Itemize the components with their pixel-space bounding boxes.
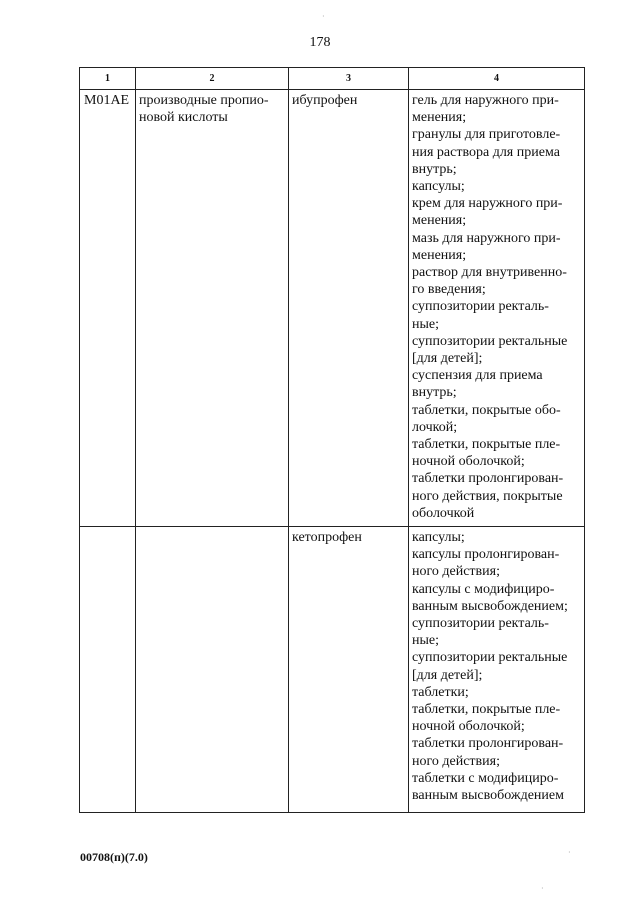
dosage-form-line: ного действия; xyxy=(412,564,500,580)
dosage-form-line: суппозитории ректальные xyxy=(412,650,568,666)
dosage-form-line: мазь для наружного при- xyxy=(412,230,561,246)
dosage-form-line: ные; xyxy=(412,633,440,649)
dosage-form-line: го введения; xyxy=(412,282,486,298)
dosage-form-line: ного действия; xyxy=(412,753,500,769)
column-header-3: 3 xyxy=(289,68,409,90)
dosage-form-line: ночной оболочкой; xyxy=(412,454,525,470)
dosage-form-line: гель для наружного при- xyxy=(412,93,559,108)
dosage-form-line: суппозитории ректальные xyxy=(412,333,568,349)
dosage-form-line: ванным высвобождением xyxy=(412,788,564,804)
column-header-1: 1 xyxy=(80,68,136,90)
dosage-form-line: гранулы для приготовле- xyxy=(412,127,561,143)
atc-code-cell xyxy=(80,527,136,813)
document-code: 00708(п)(7.0) xyxy=(80,850,148,864)
table-row xyxy=(80,90,585,527)
page-number: 178 xyxy=(309,35,331,50)
dosage-form-line: лочкой; xyxy=(412,419,458,435)
dosage-form-line: капсулы; xyxy=(412,530,465,545)
scan-speck: · xyxy=(568,848,571,857)
drug-name-cell: ибупрофен xyxy=(289,90,409,527)
dosage-forms-cell xyxy=(409,527,585,813)
dosage-form-line: капсулы с модифициро- xyxy=(412,581,555,597)
dosage-form-line: ного действия, покрытые xyxy=(412,488,563,504)
dosage-form-line: таблетки, покрытые обо- xyxy=(412,402,561,418)
dosage-form-line: таблетки с модифициро- xyxy=(412,770,559,786)
dosage-form-line: ночной оболочкой; xyxy=(412,719,525,735)
dosage-form-line: ные; xyxy=(412,316,440,332)
dosage-form-line: таблетки пролонгирован- xyxy=(412,736,564,752)
dosage-form-line: менения; xyxy=(412,110,467,126)
atc-code-cell: M01AE xyxy=(80,90,136,527)
dosage-form-line: крем для наружного при- xyxy=(412,196,563,212)
dosage-form-line: капсулы; xyxy=(412,179,465,195)
dosage-form-line: внутрь; xyxy=(412,161,457,177)
dosage-form-line: менения; xyxy=(412,213,467,229)
dosage-form-line: менения; xyxy=(412,247,467,263)
dosage-form-line: ния раствора для приема xyxy=(412,144,560,160)
column-header-2: 2 xyxy=(136,68,289,90)
group-cell xyxy=(136,90,289,527)
dosage-form-line: раствор для внутривенно- xyxy=(412,265,567,281)
dosage-form-line: [для детей]; xyxy=(412,667,483,683)
table-row xyxy=(80,527,585,813)
group-line: новой кислоты xyxy=(139,110,228,126)
dosage-form-line: суппозитории ректаль- xyxy=(412,616,549,632)
dosage-form-line: таблетки, покрытые пле- xyxy=(412,702,561,718)
dosage-form-line: ванным высвобождением; xyxy=(412,598,568,614)
dosage-form-line: таблетки, покрытые пле- xyxy=(412,437,561,453)
drug-name-cell: кетопрофен xyxy=(289,527,409,813)
dosage-form-line: таблетки; xyxy=(412,684,469,700)
column-header-4: 4 xyxy=(409,68,585,90)
dosage-form-line: суппозитории ректаль- xyxy=(412,299,549,315)
dosage-form-line: суспензия для приема xyxy=(412,368,543,384)
table-header-row xyxy=(80,68,585,90)
group-line: производные пропио- xyxy=(139,93,269,108)
dosage-form-line: таблетки пролонгирован- xyxy=(412,471,564,487)
group-cell xyxy=(136,527,289,813)
scan-speck: · xyxy=(541,884,544,893)
drug-table xyxy=(79,67,585,813)
dosage-form-line: [для детей]; xyxy=(412,351,483,367)
dosage-form-line: оболочкой xyxy=(412,505,475,521)
dosage-forms-cell xyxy=(409,90,585,527)
dosage-form-line: внутрь; xyxy=(412,385,457,401)
dosage-form-line: капсулы пролонгирован- xyxy=(412,547,560,563)
scan-speck: · xyxy=(322,12,325,21)
